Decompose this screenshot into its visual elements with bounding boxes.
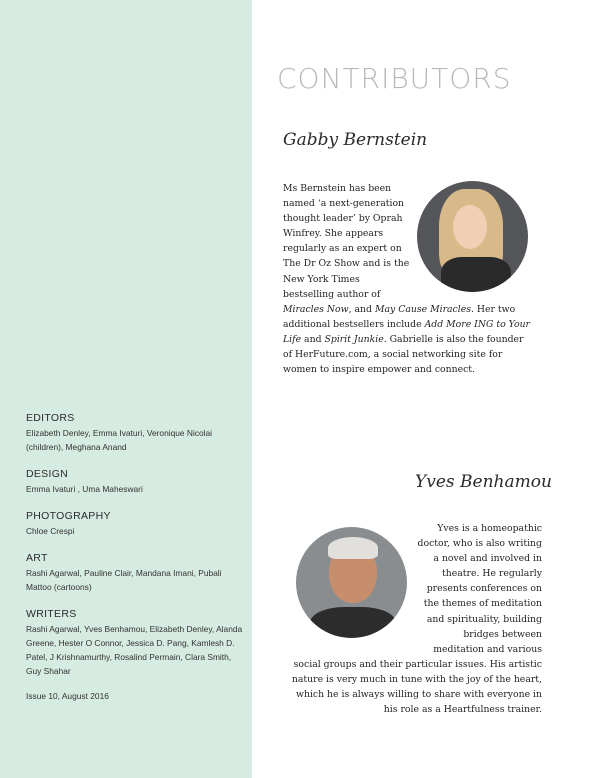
photo-hair-shape [328,537,378,559]
bio-text: Ms Bernstein has been named ‘a next-generation thought leader’ by Oprah Winfrey. She appears regularly as an expert on The Dr Oz Show and is the New York Times bestselling author of [283,183,410,300]
contributor-bio-gabby [283,181,533,377]
photo-face-shape [453,205,487,249]
page-title: CONTRIBUTORS [277,62,512,95]
credit-names-editors: Elizabeth Denley, Emma Ivaturi, Veronique Nicolai (children), Meghana Anand [26,428,213,452]
credit-heading-editors: EDITORS [26,412,75,424]
bio-text: . Her two additional bestsellers include [283,303,516,330]
credit-names-design: Emma Ivaturi , Uma Maheswari [26,484,143,494]
bio-text: , and [348,303,375,315]
credit-heading-design: DESIGN [26,468,69,480]
bio-book-title: May Cause Miracles [374,303,472,315]
photo-body-shape [441,257,511,292]
issue-info: Issue 10, August 2016 [26,691,109,701]
contributor-photo-gabby [417,181,528,292]
bio-text: and [301,333,325,345]
credits-list [26,411,248,701]
bio-book-title: Spirit Junkie [324,333,384,345]
photo-body-shape [310,607,396,638]
credit-art [26,551,248,594]
credit-heading-writers: WRITERS [26,608,77,620]
credit-names-art: Rashi Agarwal, Pauline Clair, Mandana Imani, Pubali Mattoo (cartoons) [26,568,222,592]
contributor-bio-yves [280,521,542,717]
sidebar-panel [0,0,252,778]
contributor-name-yves: Yves Benhamou [415,472,552,492]
credit-photography [26,509,248,538]
bio-book-title: Miracles Now [283,303,349,315]
credit-design [26,467,248,496]
credit-names-writers: Rashi Agarwal, Yves Benhamou, Elizabeth Denley, Alanda Greene, Hester O Connor, Jessica D. Pang, Kamlesh D. Patel, J Krishnamurthy, Rosalind Permain, Clara Smith, Guy Shahar [26,624,243,676]
bio-text: . Gabrielle is also the founder of HerFuture.com, a social networking site for women to inspire empower and connect. [283,333,524,376]
credit-heading-art: ART [26,552,48,564]
contributor-photo-yves [296,527,407,638]
credit-heading-photography: PHOTOGRAPHY [26,510,111,522]
bio-text: Yves is a homeopathic doctor, who is also writing a novel and involved in theatre. He regularly presents conferences on the themes of meditation and spirituality, building bridges between meditation and various social groups and their particular issues. His artistic nature is very much in tune with the joy of the heart, which he is always willing to share with everyone in his role as a Heartfulness trainer. [291,523,542,716]
credit-names-photography: Chloe Crespi [26,526,75,536]
credit-writers [26,607,248,678]
bio-book-title: Add More ING to Your Life [283,318,531,345]
credit-editors [26,411,248,454]
contributor-name-gabby: Gabby Bernstein [283,130,428,150]
